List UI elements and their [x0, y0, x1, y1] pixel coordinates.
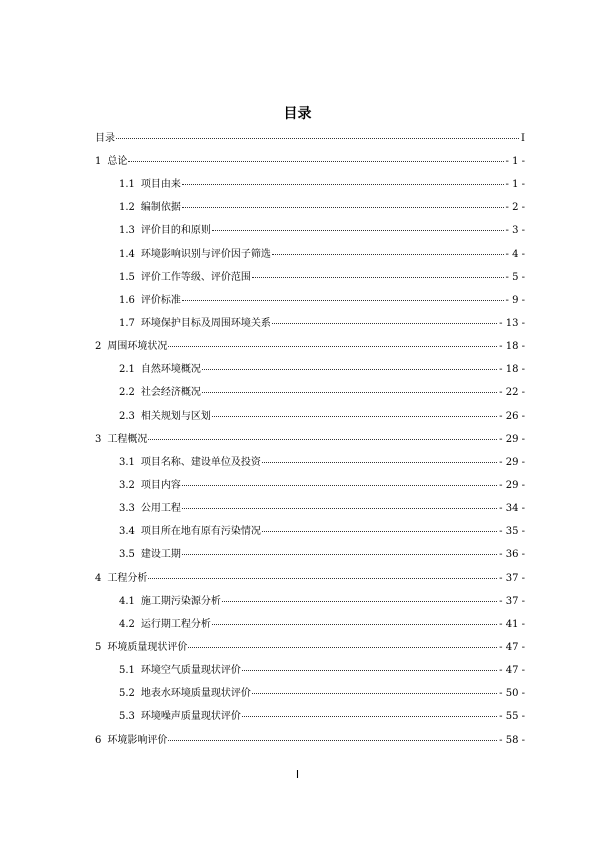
toc-entry-label: 环境质量现状评价 [107, 642, 188, 653]
toc-entry[interactable] [119, 500, 525, 514]
dot-leader [116, 128, 519, 139]
toc-entry-page: - 18 - [499, 364, 525, 375]
dot-leader [242, 706, 497, 717]
toc-entry-number: 1.2 [119, 202, 135, 213]
toc-entry-number: 3.4 [119, 526, 135, 537]
toc-entry[interactable] [119, 662, 525, 676]
dot-leader [168, 730, 497, 741]
toc-entry-number: 6 [95, 735, 102, 746]
toc-entry-label: 自然环境概况 [140, 364, 201, 375]
toc-entry-number: 5.2 [119, 688, 135, 699]
dot-leader [182, 174, 504, 185]
toc-entry[interactable] [119, 246, 525, 260]
toc-entry-page: - 47 - [499, 665, 525, 676]
toc-entry-label: 工程概况 [107, 434, 148, 445]
dot-leader [212, 220, 504, 231]
dot-leader [252, 267, 504, 278]
toc-entry-page: - 18 - [499, 341, 525, 352]
dot-leader [272, 313, 497, 324]
dot-leader [262, 452, 497, 463]
toc-entry[interactable] [95, 639, 525, 653]
toc-entry-label: 评价目的和原则 [140, 225, 211, 236]
toc-entry-number: 1 [95, 156, 102, 167]
toc-entry[interactable] [119, 384, 525, 398]
toc-entry-label: 建设工期 [140, 549, 181, 560]
toc-entry[interactable] [119, 315, 525, 329]
toc-entry-page: - 50 - [499, 688, 525, 699]
toc-entry[interactable] [119, 593, 525, 607]
toc-entry[interactable] [119, 292, 525, 306]
toc-entry-label: 编制依据 [140, 202, 181, 213]
toc-entry-page: - 1 - [505, 179, 525, 190]
toc-entry-label: 周围环境状况 [107, 341, 168, 352]
toc-entry[interactable] [119, 199, 525, 213]
toc-entry-page: - 37 - [499, 596, 525, 607]
toc-entry[interactable] [95, 153, 525, 167]
toc-entry-number: 4.1 [119, 596, 135, 607]
toc-entry-number: 5.1 [119, 665, 135, 676]
toc-entry-label: 地表水环境质量现状评价 [140, 688, 251, 699]
dot-leader [168, 336, 497, 347]
toc-entry[interactable] [95, 338, 525, 352]
dot-leader [182, 475, 497, 486]
toc-entry-page: I [521, 133, 525, 144]
toc-entry-number: 3.2 [119, 480, 135, 491]
toc-entry[interactable] [119, 361, 525, 375]
toc-entry-page: - 36 - [499, 549, 525, 560]
toc-entry-number: 1.4 [119, 249, 135, 260]
toc-entry-label: 工程分析 [107, 573, 148, 584]
toc-entry-number: 3.3 [119, 503, 135, 514]
dot-leader [182, 197, 504, 208]
dot-leader [202, 382, 497, 393]
toc-entry-page: - 9 - [505, 295, 525, 306]
dot-leader [128, 151, 503, 162]
toc-entry-label: 评价工作等级、评价范围 [140, 272, 251, 283]
toc-entry-page: - 29 - [499, 457, 525, 468]
toc-entry-label: 项目内容 [140, 480, 181, 491]
toc-entry-number: 3.5 [119, 549, 135, 560]
toc-entry-page: - 29 - [499, 434, 525, 445]
toc-entry-number: 4.2 [119, 619, 135, 630]
toc-entry-label: 环境影响识别与评价因子筛选 [140, 249, 271, 260]
dot-leader [182, 544, 497, 555]
toc-entry-label: 运行期工程分析 [140, 619, 211, 630]
toc-entry[interactable] [95, 732, 525, 746]
toc-entry-page: - 29 - [499, 480, 525, 491]
toc-entry-number: 5.3 [119, 711, 135, 722]
dot-leader [182, 498, 497, 509]
toc-entry[interactable] [119, 616, 525, 630]
toc-entry-number: 1.3 [119, 225, 135, 236]
toc-entry-page: - 58 - [499, 735, 525, 746]
toc-entry-label: 相关规划与区划 [140, 411, 211, 422]
dot-leader [272, 244, 504, 255]
toc-entry-label: 施工期污染源分析 [140, 596, 221, 607]
toc-entry-label: 社会经济概况 [140, 387, 201, 398]
toc-entry[interactable] [119, 454, 525, 468]
toc-entry-number: 3 [95, 434, 102, 445]
toc-entry-number: 1.1 [119, 179, 135, 190]
toc-entry[interactable] [119, 477, 525, 491]
toc-entry-label: 目录 [95, 133, 115, 144]
toc-title: 目录 [283, 106, 312, 122]
toc-entry-page: - 13 - [499, 318, 525, 329]
toc-entry-page: - 55 - [499, 711, 525, 722]
toc-entry[interactable] [95, 431, 525, 445]
toc-entry-label: 环境影响评价 [107, 735, 168, 746]
toc-entry-page: - 41 - [499, 619, 525, 630]
toc-entry[interactable] [119, 222, 525, 236]
toc-entry-label: 环境空气质量现状评价 [140, 665, 241, 676]
toc-entry-page: - 37 - [499, 573, 525, 584]
toc-entry-label: 环境噪声质量现状评价 [140, 711, 241, 722]
toc-entry[interactable] [95, 570, 525, 584]
toc-entry-number: 1.7 [119, 318, 135, 329]
toc-entry-page: - 47 - [499, 642, 525, 653]
toc-entry-label: 总论 [107, 156, 128, 167]
toc-entry-page: - 22 - [499, 387, 525, 398]
toc-entry-page: - 1 - [505, 156, 525, 167]
dot-leader [262, 521, 497, 532]
toc-entry-label: 评价标准 [140, 295, 181, 306]
toc-entry-label: 项目所在地有原有污染情况 [140, 526, 261, 537]
toc-entry[interactable] [119, 708, 525, 722]
toc-entry-page: - 5 - [505, 272, 525, 283]
toc-entry-number: 2.2 [119, 387, 135, 398]
toc-entry-page: - 2 - [505, 202, 525, 213]
page-number-footer: I [295, 768, 300, 781]
toc-entry-page: - 35 - [499, 526, 525, 537]
toc-entry-label: 公用工程 [140, 503, 181, 514]
dot-leader [222, 591, 497, 602]
toc-entry-number: 3.1 [119, 457, 135, 468]
dot-leader [188, 637, 497, 648]
toc-entry-page: - 3 - [505, 225, 525, 236]
toc-entry-number: 5 [95, 642, 102, 653]
toc-entry[interactable] [119, 408, 525, 422]
toc-entry-number: 2 [95, 341, 102, 352]
toc-entry-label: 项目名称、建设单位及投资 [140, 457, 261, 468]
toc-entry[interactable] [119, 523, 525, 537]
toc-entry[interactable] [119, 546, 525, 560]
toc-entry-page: - 26 - [499, 411, 525, 422]
toc-entry[interactable] [95, 130, 525, 144]
toc-entry-label: 环境保护目标及周围环境关系 [140, 318, 271, 329]
toc-entry-number: 1.5 [119, 272, 135, 283]
toc-entry-number: 1.6 [119, 295, 135, 306]
toc-entry[interactable] [119, 176, 525, 190]
dot-leader [212, 406, 497, 417]
toc-entry-page: - 4 - [505, 249, 525, 260]
toc-entry[interactable] [119, 269, 525, 283]
dot-leader [202, 359, 497, 370]
dot-leader [252, 683, 497, 694]
toc-entry-label: 项目由来 [140, 179, 181, 190]
dot-leader [148, 429, 497, 440]
toc-entry[interactable] [119, 685, 525, 699]
dot-leader [148, 568, 497, 579]
toc-entry-page: - 34 - [499, 503, 525, 514]
dot-leader [242, 660, 497, 671]
toc-entry-number: 4 [95, 573, 102, 584]
toc-entry-number: 2.3 [119, 411, 135, 422]
dot-leader [212, 614, 497, 625]
toc-entry-number: 2.1 [119, 364, 135, 375]
dot-leader [182, 290, 504, 301]
